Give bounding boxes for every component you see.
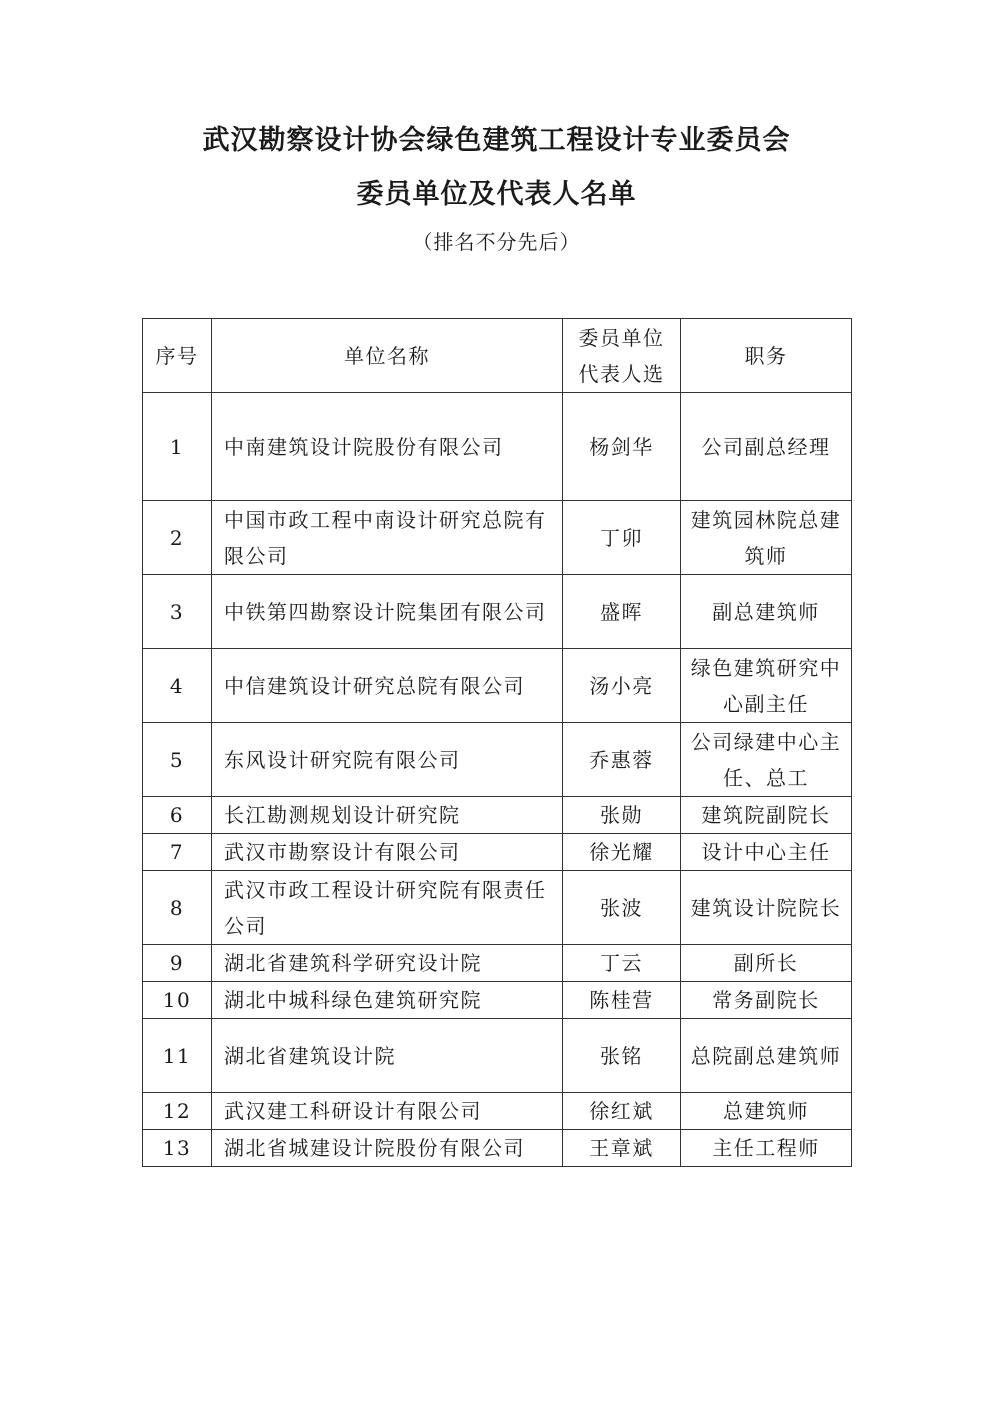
cell-rep: 丁卯 [563, 501, 681, 575]
cell-no: 5 [143, 723, 212, 797]
table-row [143, 834, 852, 871]
table-header-row [143, 319, 852, 393]
cell-no: 11 [143, 1019, 212, 1093]
cell-rep: 杨剑华 [563, 393, 681, 501]
table-row [143, 723, 852, 797]
cell-unit: 湖北省建筑设计院 [212, 1019, 563, 1093]
cell-rep: 徐光耀 [563, 834, 681, 871]
table-row [143, 1019, 852, 1093]
cell-no: 3 [143, 575, 212, 649]
document-title-line1: 武汉勘察设计协会绿色建筑工程设计专业委员会 [202, 125, 791, 156]
cell-rep: 王章斌 [563, 1130, 681, 1167]
cell-unit: 中国市政工程中南设计研究总院有限公司 [212, 501, 563, 575]
cell-position: 公司副总经理 [681, 393, 852, 501]
table-row [143, 575, 852, 649]
cell-rep: 张勋 [563, 797, 681, 834]
header-position: 职务 [681, 319, 852, 393]
header-rep: 委员单位代表人选 [563, 319, 681, 393]
table-row [143, 649, 852, 723]
table-row [143, 871, 852, 945]
cell-no: 8 [143, 871, 212, 945]
cell-unit: 湖北省建筑科学研究设计院 [212, 945, 563, 982]
cell-position: 建筑院副院长 [681, 797, 852, 834]
header-no: 序号 [143, 319, 212, 393]
document-title-line2: 委员单位及代表人名单 [356, 179, 637, 210]
cell-no: 6 [143, 797, 212, 834]
cell-no: 2 [143, 501, 212, 575]
cell-no: 10 [143, 982, 212, 1019]
cell-unit: 武汉建工科研设计有限公司 [212, 1093, 563, 1130]
cell-unit: 中南建筑设计院股份有限公司 [212, 393, 563, 501]
cell-position: 建筑园林院总建筑师 [681, 501, 852, 575]
table-row [143, 945, 852, 982]
cell-rep: 丁云 [563, 945, 681, 982]
cell-no: 4 [143, 649, 212, 723]
cell-position: 副所长 [681, 945, 852, 982]
table-row [143, 1093, 852, 1130]
cell-unit: 武汉市政工程设计研究院有限责任公司 [212, 871, 563, 945]
cell-position: 总建筑师 [681, 1093, 852, 1130]
cell-unit: 湖北中城科绿色建筑研究院 [212, 982, 563, 1019]
cell-position: 绿色建筑研究中心副主任 [681, 649, 852, 723]
table-row [143, 1130, 852, 1167]
cell-unit: 湖北省城建设计院股份有限公司 [212, 1130, 563, 1167]
cell-position: 主任工程师 [681, 1130, 852, 1167]
cell-no: 12 [143, 1093, 212, 1130]
cell-position: 建筑设计院院长 [681, 871, 852, 945]
cell-unit: 中信建筑设计研究总院有限公司 [212, 649, 563, 723]
cell-unit: 武汉市勘察设计有限公司 [212, 834, 563, 871]
cell-rep: 徐红斌 [563, 1093, 681, 1130]
cell-position: 设计中心主任 [681, 834, 852, 871]
cell-position: 总院副总建筑师 [681, 1019, 852, 1093]
cell-unit: 长江勘测规划设计研究院 [212, 797, 563, 834]
header-unit: 单位名称 [212, 319, 563, 393]
cell-rep: 张铭 [563, 1019, 681, 1093]
cell-position: 公司绿建中心主任、总工 [681, 723, 852, 797]
table-row [143, 393, 852, 501]
cell-no: 9 [143, 945, 212, 982]
document-subtitle: （排名不分先后） [412, 230, 581, 254]
cell-position: 常务副院长 [681, 982, 852, 1019]
cell-rep: 陈桂营 [563, 982, 681, 1019]
cell-rep: 汤小亮 [563, 649, 681, 723]
cell-no: 7 [143, 834, 212, 871]
cell-unit: 东风设计研究院有限公司 [212, 723, 563, 797]
member-roster-table [142, 318, 852, 1167]
cell-unit: 中铁第四勘察设计院集团有限公司 [212, 575, 563, 649]
cell-rep: 张波 [563, 871, 681, 945]
cell-rep: 盛晖 [563, 575, 681, 649]
table-row [143, 982, 852, 1019]
cell-no: 13 [143, 1130, 212, 1167]
table-row [143, 501, 852, 575]
cell-position: 副总建筑师 [681, 575, 852, 649]
table-row [143, 797, 852, 834]
cell-no: 1 [143, 393, 212, 501]
cell-rep: 乔惠蓉 [563, 723, 681, 797]
